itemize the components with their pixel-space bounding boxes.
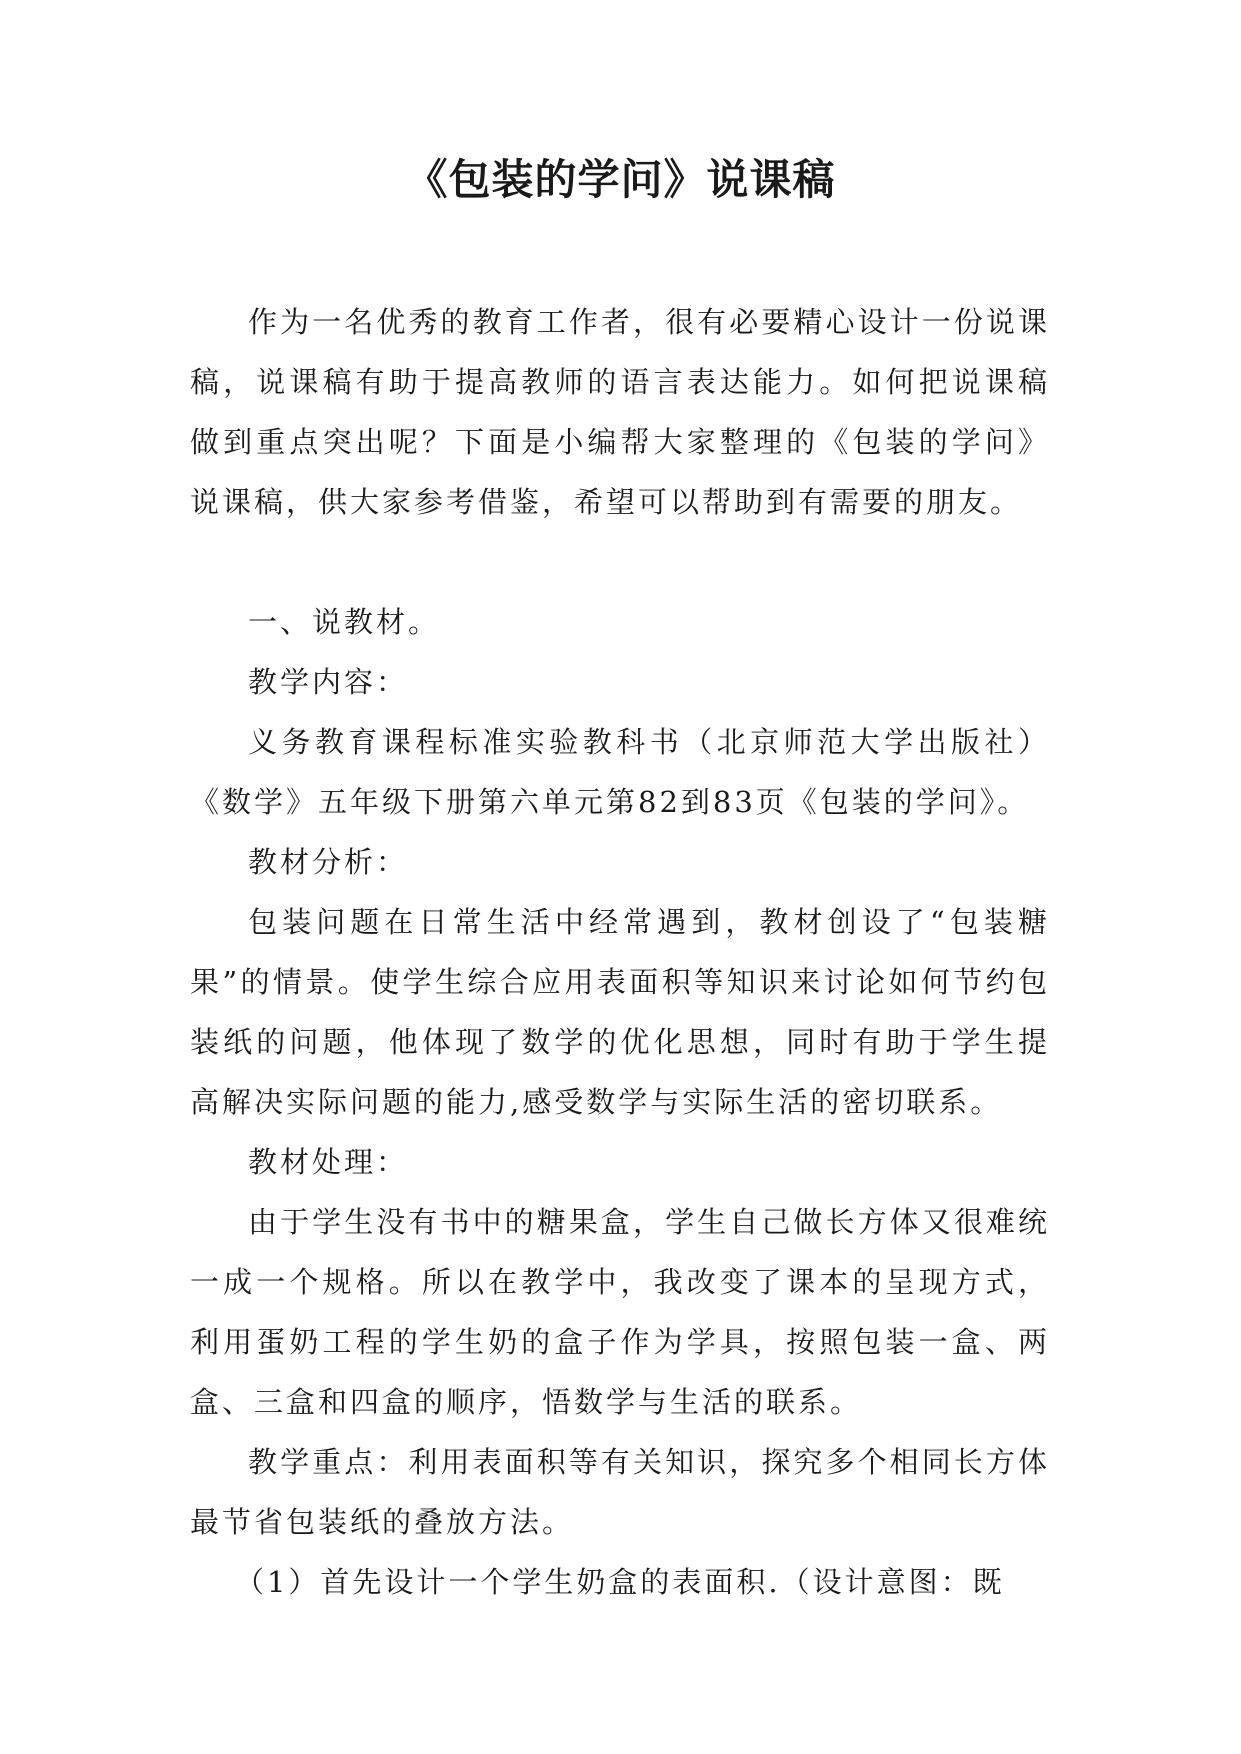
label-material-analysis: 教材分析： [248, 845, 409, 879]
label-material-handling: 教材处理： [248, 1145, 409, 1179]
paragraph-teaching-content: 义务教育课程标准实验教科书（北京师范大学出版社）《数学》五年级下册第六单元第82到83页《包装的学问》。 [190, 725, 1050, 819]
document-body [190, 292, 1050, 1612]
paragraph-material-handling: 由于学生没有书中的糖果盒，学生自己做长方体又很难统一成一个规格。所以在教学中，我改变了课本的呈现方式，利用蛋奶工程的学生奶的盒子作为学具，按照包装一盒、两盒、三盒和四盒的顺序，悟数学与生活的联系。 [190, 1205, 1050, 1419]
label-teaching-content: 教学内容： [248, 665, 409, 699]
paragraph-material-analysis: 包装问题在日常生活中经常遇到，教材创设了“包装糖果”的情景。使学生综合应用表面积等知识来讨论如何节约包装纸的问题，他体现了数学的优化思想，同时有助于学生提高解决实际问题的能力,感受数学与实际生活的密切联系。 [190, 905, 1050, 1119]
document-title: 《包装的学问》说课稿 [405, 155, 836, 204]
paragraph-step-1: （1）首先设计一个学生奶盒的表面积.（设计意图：既 [234, 1565, 1005, 1599]
paragraph-teaching-focus: 教学重点：利用表面积等有关知识，探究多个相同长方体最节省包装纸的叠放方法。 [190, 1445, 1050, 1539]
intro-paragraph: 作为一名优秀的教育工作者，很有必要精心设计一份说课稿，说课稿有助于提高教师的语言表达能力。如何把说课稿做到重点突出呢？下面是小编帮大家整理的《包装的学问》说课稿，供大家参考借鉴，希望可以帮助到有需要的朋友。 [190, 305, 1050, 519]
section-heading-teaching-material: 一、说教材。 [248, 605, 441, 639]
